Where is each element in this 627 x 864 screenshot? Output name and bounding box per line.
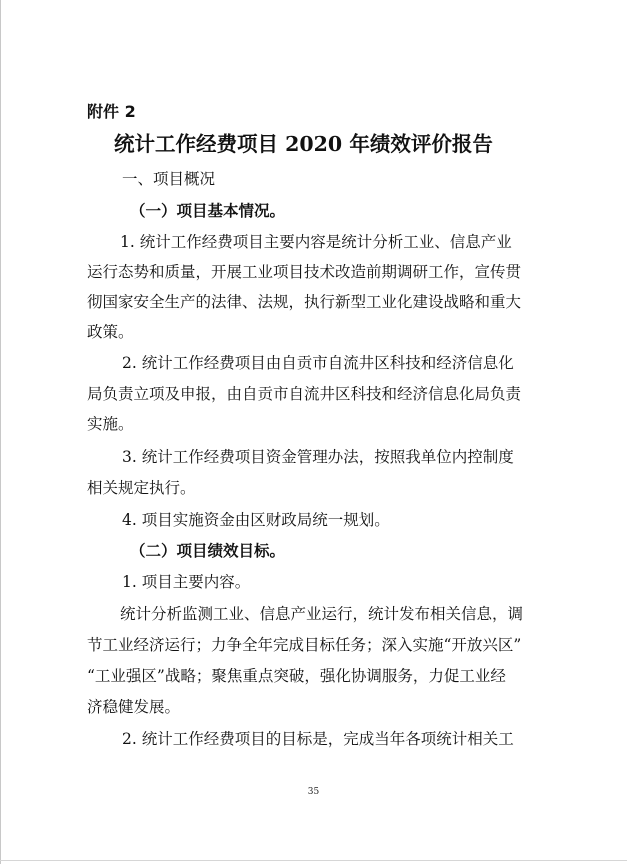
attachment-label: 附件 2 <box>87 102 136 121</box>
paragraph-line: 运行态势和质量，开展工业项目技术改造前期调研工作，宣传贯 <box>87 263 522 281</box>
page-bottom-edge <box>0 860 627 861</box>
paragraph-line: 实施。 <box>87 415 134 433</box>
paragraph-line: 2. 统计工作经费项目由自贡市自流井区科技和经济信息化 <box>122 354 514 372</box>
paragraph-line: 1. 项目主要内容。 <box>122 573 251 591</box>
paragraph-line: 3. 统计工作经费项目资金管理办法，按照我单位内控制度 <box>122 448 514 466</box>
paragraph-line: 节工业经济运行；力争全年完成目标任务；深入实施“开放兴区” <box>87 636 522 654</box>
paragraph-line: 政策。 <box>87 323 134 341</box>
subsection-heading-performance-goals: （二）项目绩效目标。 <box>130 542 286 560</box>
paragraph-line: 济稳健发展。 <box>87 698 181 716</box>
paragraph-line: 彻国家安全生产的法律、法规，执行新型工业化建设战略和重大 <box>87 293 522 311</box>
paragraph-line: 相关规定执行。 <box>87 479 196 497</box>
subsection-heading-basic-info: （一）项目基本情况。 <box>130 202 286 220</box>
paragraph-line: 2. 统计工作经费项目的目标是，完成当年各项统计相关工 <box>122 730 514 748</box>
paragraph-line: 1. 统计工作经费项目主要内容是统计分析工业、信息产业 <box>120 233 512 251</box>
page-left-edge <box>0 0 1 864</box>
paragraph-line: “工业强区”战略；聚焦重点突破，强化协调服务，力促工业经 <box>87 667 506 685</box>
document-title: 统计工作经费项目 2020 年绩效评价报告 <box>114 132 493 156</box>
paragraph-line: 统计分析监测工业、信息产业运行，统计发布相关信息，调 <box>120 605 524 623</box>
paragraph-line: 4. 项目实施资金由区财政局统一规划。 <box>122 511 390 529</box>
section-heading-project-overview: 一、项目概况 <box>122 170 216 188</box>
paragraph-line: 局负责立项及申报，由自贡市自流井区科技和经济信息化局负责 <box>87 385 522 403</box>
page-number: 35 <box>307 787 320 797</box>
